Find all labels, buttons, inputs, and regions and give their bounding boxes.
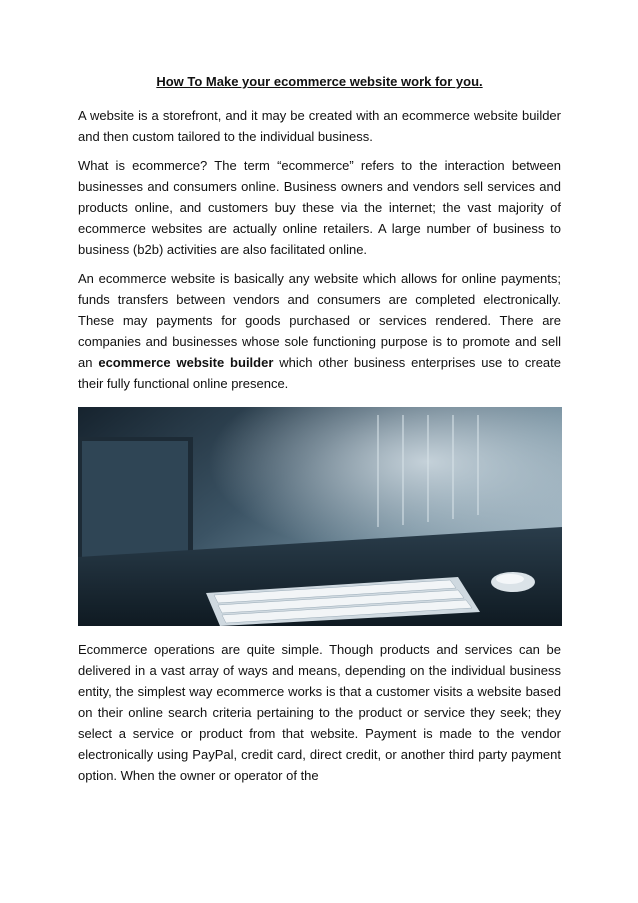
paragraph-text-before-link: An ecommerce website is basically any website which allows for online payments; funds transfers between vendors and consumers are completed electronically. These may payments for goods purchased or services rendered. There are companies and businesses whose sole functioning purpose is to promote and sell an xyxy=(78,271,561,370)
document-title: How To Make your ecommerce website work for you. xyxy=(156,74,483,89)
paragraph-operations: Ecommerce operations are quite simple. Though products and services can be delivered in a vast array of ways and means, depending on the individual business entity, the simplest way ecommerce works is that a customer visits a website based on their online search criteria pertaining to the product or service they seek; they select a service or product from that website. Payment is made to the vendor electronically using PayPal, credit card, direct credit, or another third party payment option. When the owner or operator of the xyxy=(78,642,561,783)
keyboard-desk-photo xyxy=(78,407,562,626)
paragraph-text-after-link: which other business enterprises use to create their fully functional online presence. xyxy=(78,355,561,391)
paragraph-intro: A website is a storefront, and it may be created with an ecommerce website builder and then custom tailored to the individual business. xyxy=(78,108,561,144)
paragraph-ecommerce-website xyxy=(78,268,561,394)
paragraph-what-is-ecommerce: What is ecommerce? The term “ecommerce” refers to the interaction between businesses and consumers online. Business owners and vendors sell services and products online, and customers buy these via the internet; the vast majority of ecommerce websites are actually online retailers. A large number of business to business (b2b) activities are also facilitated online. xyxy=(78,158,561,257)
bold-phrase-ecommerce-website-builder: ecommerce website builder xyxy=(98,355,274,370)
